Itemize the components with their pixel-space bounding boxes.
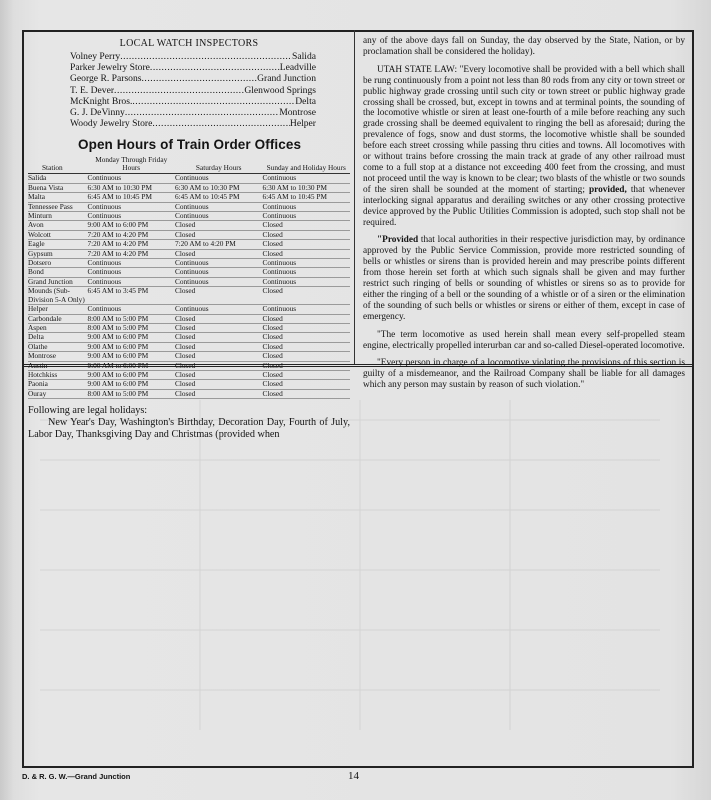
table-row	[28, 287, 350, 305]
sunday-hours-cell: 6:30 AM to 10:30 PM	[262, 183, 350, 192]
sunday-hours-cell: Continuous	[262, 305, 350, 314]
violation-paragraph: "Every person in charge of a locomotive violating the provisions of this section is guilty of a misdemeanor, and the Railroad Company shall be liable for all damages which any person may sustain by reason of such violation."	[363, 358, 685, 391]
inspector-row	[70, 51, 316, 62]
sunday-hours-cell: Closed	[262, 287, 350, 305]
weekday-hours-cell: Continuous	[87, 277, 175, 286]
col-header-sunday: Sunday and Holiday Hours	[262, 156, 350, 174]
page-number: 14	[348, 770, 359, 782]
utah-law-tail: that whenever interlocking signal apparatus and derailing switches or any other crossing protective device approved by the Public Utilities Commission is adopted, such stop shall not be required.	[363, 184, 685, 228]
station-cell: Tennessee Pass	[28, 202, 87, 211]
station-cell: Paonia	[28, 380, 87, 389]
train-order-hours-title: Open Hours of Train Order Offices	[78, 137, 302, 153]
column-divider	[354, 30, 355, 365]
table-row	[28, 193, 350, 202]
saturday-hours-cell: Closed	[175, 230, 263, 239]
table-row	[28, 352, 350, 361]
station-cell: Helper	[28, 305, 87, 314]
local-authorities-text: that local authorities in their respective jurisdiction may, by ordinance approved by the Public Service Commission, provide more restricted sounding of bells or whistles or sirens than is provided herein and may prescribe points different from those herein set forth at which such signals shall be given and may further restrict such ringing of bells or sounding of whistles or sirens so as to provide for either the ringing of a bell or the sounding of a whistle or of a siren or the elimination of the sounding of such bells or whistles or sirens or either of them, except in case of emergency.	[363, 235, 685, 322]
inspector-location: Glenwood Springs	[244, 84, 316, 96]
table-row	[28, 333, 350, 342]
sunday-hours-cell: Closed	[262, 352, 350, 361]
utah-state-law-paragraph	[363, 65, 685, 229]
station-cell: Hotchkiss	[28, 370, 87, 379]
weekday-hours-cell: Continuous	[87, 259, 175, 268]
sunday-hours-cell: Continuous	[262, 202, 350, 211]
weekday-hours-cell: Continuous	[87, 305, 175, 314]
table-row	[28, 240, 350, 249]
weekday-hours-cell: 7:20 AM to 4:20 PM	[87, 249, 175, 258]
footer-railroad-label: D. & R. G. W.—Grand Junction	[22, 772, 131, 781]
inspector-location: Helper	[289, 118, 316, 130]
saturday-hours-cell: 7:20 AM to 4:20 PM	[175, 240, 263, 249]
station-cell: Carbondale	[28, 314, 87, 323]
saturday-hours-cell: Closed	[175, 287, 263, 305]
weekday-hours-cell: 7:20 AM to 4:20 PM	[87, 230, 175, 239]
leader-dots	[142, 73, 258, 84]
inspector-location: Grand Junction	[257, 73, 316, 85]
sunday-hours-cell: Continuous	[262, 212, 350, 221]
weekday-hours-cell: 6:45 AM to 10:45 PM	[87, 193, 175, 202]
table-row	[28, 221, 350, 230]
station-cell: Avon	[28, 221, 87, 230]
weekday-hours-cell: 9:00 AM to 6:00 PM	[87, 352, 175, 361]
leader-dots	[120, 51, 292, 62]
station-cell: Wolcott	[28, 230, 87, 239]
col-header-saturday: Saturday Hours	[175, 156, 263, 174]
inspector-name: Woody Jewelry Store	[70, 118, 153, 130]
saturday-hours-cell: Closed	[175, 380, 263, 389]
saturday-hours-cell: Continuous	[175, 212, 263, 221]
station-cell: Dotsero	[28, 259, 87, 268]
sunday-hours-cell: Closed	[262, 370, 350, 379]
weekday-hours-cell: 9:00 AM to 6:00 PM	[87, 370, 175, 379]
inspector-row	[70, 73, 316, 84]
leader-dots	[114, 85, 244, 96]
utah-law-provided: provided,	[584, 184, 627, 195]
inspector-name: McKnight Bros.	[70, 95, 133, 107]
table-row	[28, 380, 350, 389]
sunday-hours-cell: Closed	[262, 380, 350, 389]
sunday-hours-cell: Closed	[262, 361, 350, 370]
weekday-hours-cell: Continuous	[87, 174, 175, 183]
inspector-row	[70, 85, 316, 96]
inspector-row	[70, 62, 316, 73]
station-cell: Montrose	[28, 352, 87, 361]
station-cell: Austin	[28, 361, 87, 370]
saturday-hours-cell: 6:30 AM to 10:30 PM	[175, 183, 263, 192]
table-row	[28, 268, 350, 277]
saturday-hours-cell: Closed	[175, 221, 263, 230]
weekday-hours-cell: Continuous	[87, 268, 175, 277]
inspector-name: Volney Perry	[70, 51, 121, 62]
saturday-hours-cell: Continuous	[175, 277, 263, 286]
inspector-name: Parker Jewelry Store	[70, 62, 150, 74]
weekday-hours-cell: 7:20 AM to 4:20 PM	[87, 240, 175, 249]
saturday-hours-cell: Continuous	[175, 202, 263, 211]
provided-lead: "Provided	[377, 235, 419, 246]
station-cell: Olathe	[28, 342, 87, 351]
saturday-hours-cell: Closed	[175, 370, 263, 379]
saturday-hours-cell: Continuous	[175, 259, 263, 268]
saturday-hours-cell: Continuous	[175, 174, 263, 183]
inspector-name: T. E. Dever	[70, 84, 115, 96]
left-column	[28, 36, 350, 441]
sunday-hours-cell: Continuous	[262, 277, 350, 286]
weekday-hours-cell: 9:00 AM to 6:00 PM	[87, 333, 175, 342]
weekday-hours-cell: 8:00 AM to 5:00 PM	[87, 389, 175, 398]
weekday-hours-cell: 9:00 AM to 6:00 PM	[87, 361, 175, 370]
saturday-hours-cell: Continuous	[175, 268, 263, 277]
saturday-hours-cell: Closed	[175, 361, 263, 370]
sunday-hours-cell: Closed	[262, 333, 350, 342]
inspector-name: G. J. DeVinny	[70, 107, 125, 119]
weekday-hours-cell: Continuous	[87, 212, 175, 221]
leader-dots	[150, 62, 280, 73]
leader-dots	[132, 96, 295, 107]
leader-dots	[152, 118, 290, 129]
weekday-hours-cell: 9:00 AM to 6:00 PM	[87, 380, 175, 389]
table-row	[28, 389, 350, 398]
sunday-hours-cell: Closed	[262, 314, 350, 323]
train-order-hours-table	[28, 156, 350, 399]
weekday-hours-cell: 8:00 AM to 5:00 PM	[87, 314, 175, 323]
inspector-name: George R. Parsons	[70, 73, 142, 85]
station-cell: Bond	[28, 268, 87, 277]
inspector-location: Salida	[292, 51, 316, 62]
weekday-hours-cell: Continuous	[87, 202, 175, 211]
station-cell: Gypsum	[28, 249, 87, 258]
inspector-location: Delta	[295, 95, 316, 107]
saturday-hours-cell: 6:45 AM to 10:45 PM	[175, 193, 263, 202]
utah-law-heading: UTAH STATE LAW:	[377, 64, 460, 75]
station-cell: Ouray	[28, 389, 87, 398]
station-cell: Mounds (Sub-Division 5-A Only)	[28, 287, 87, 305]
weekday-hours-cell: 6:30 AM to 10:30 PM	[87, 183, 175, 192]
sunday-hours-cell: Continuous	[262, 174, 350, 183]
sunday-hours-cell: Continuous	[262, 268, 350, 277]
inspector-location: Montrose	[279, 107, 316, 119]
col-header-weekday: Monday Through Friday Hours	[87, 156, 175, 174]
weekday-hours-cell: 8:00 AM to 5:00 PM	[87, 323, 175, 332]
station-cell: Eagle	[28, 240, 87, 249]
saturday-hours-cell: Closed	[175, 314, 263, 323]
col-header-station: Station	[28, 156, 87, 174]
sunday-hours-cell: Closed	[262, 240, 350, 249]
saturday-hours-cell: Closed	[175, 249, 263, 258]
station-cell: Malta	[28, 193, 87, 202]
table-row	[28, 174, 350, 183]
saturday-hours-cell: Continuous	[175, 305, 263, 314]
saturday-hours-cell: Closed	[175, 389, 263, 398]
saturday-hours-cell: Closed	[175, 342, 263, 351]
sunday-hours-cell: Closed	[262, 323, 350, 332]
watch-inspectors-title: LOCAL WATCH INSPECTORS	[119, 38, 259, 49]
sunday-hours-cell: Closed	[262, 342, 350, 351]
right-column	[363, 36, 685, 398]
locomotive-definition-paragraph: "The term locomotive as used herein shall mean every self-propelled steam engine, electrically propelled interurban car and so-called Diesel-operated locomotive.	[363, 329, 685, 351]
leader-dots	[125, 107, 279, 118]
sunday-hours-cell: Closed	[262, 221, 350, 230]
table-row	[28, 305, 350, 314]
table-row	[28, 314, 350, 323]
holiday-continuation: any of the above days fall on Sunday, the day observed by the State, Nation, or by proclamation shall be considered the holiday).	[363, 36, 685, 57]
inspector-row	[70, 118, 316, 129]
station-cell: Minturn	[28, 212, 87, 221]
station-cell: Grand Junction	[28, 277, 87, 286]
station-cell: Delta	[28, 333, 87, 342]
saturday-hours-cell: Closed	[175, 323, 263, 332]
weekday-hours-cell: 9:00 AM to 6:00 PM	[87, 342, 175, 351]
watch-inspectors-list	[28, 51, 350, 129]
utah-law-text: "Every locomotive shall be provided with a bell which shall be rung continuously from a point not less than 80 rods from any city or town street or public highway grade crossing until such city or town street or public highway grade crossing shall be crossed, but, except in towns and at terminal points, the sounding of the locomotive whistle or siren at least one-fourth of a mile before reaching any such grade crossing shall be deemed equivalent to ringing the bell as aforesaid; during the prevalence of fogs, snow and dust storms, the locomotive whistle shall be sounded before each street crossing while passing thru cities and towns. All locomotives with or without trains before crossing the main track at grade of any other railroad must come to a full stop at a distance not exceeding 400 feet from the crossing, and must not proceed until the way is known to be clear; two blasts of the whistle or two sounds of the siren shall be sounded at the moment of starting;	[363, 64, 685, 195]
saturday-hours-cell: Closed	[175, 333, 263, 342]
sunday-hours-cell: Continuous	[262, 259, 350, 268]
saturday-hours-cell: Closed	[175, 352, 263, 361]
station-cell: Aspen	[28, 323, 87, 332]
sunday-hours-cell: 6:45 AM to 10:45 PM	[262, 193, 350, 202]
weekday-hours-cell: 6:45 AM to 3:45 PM	[87, 287, 175, 305]
inspector-location: Leadville	[279, 62, 316, 74]
holidays-intro: Following are legal holidays:	[28, 405, 148, 417]
station-cell: Salida	[28, 174, 87, 183]
local-authorities-paragraph	[363, 235, 685, 322]
sunday-hours-cell: Closed	[262, 230, 350, 239]
weekday-hours-cell: 9:00 AM to 6:00 PM	[87, 221, 175, 230]
inspector-row	[70, 96, 316, 107]
show-through-texture	[40, 400, 660, 730]
sunday-hours-cell: Closed	[262, 389, 350, 398]
holidays-list: New Year's Day, Washington's Birthday, Decoration Day, Fourth of July, Labor Day, Thanksgiving Day and Christmas (provided when	[28, 417, 350, 441]
inspector-row	[70, 107, 316, 118]
sunday-hours-cell: Closed	[262, 249, 350, 258]
station-cell: Buena Vista	[28, 183, 87, 192]
